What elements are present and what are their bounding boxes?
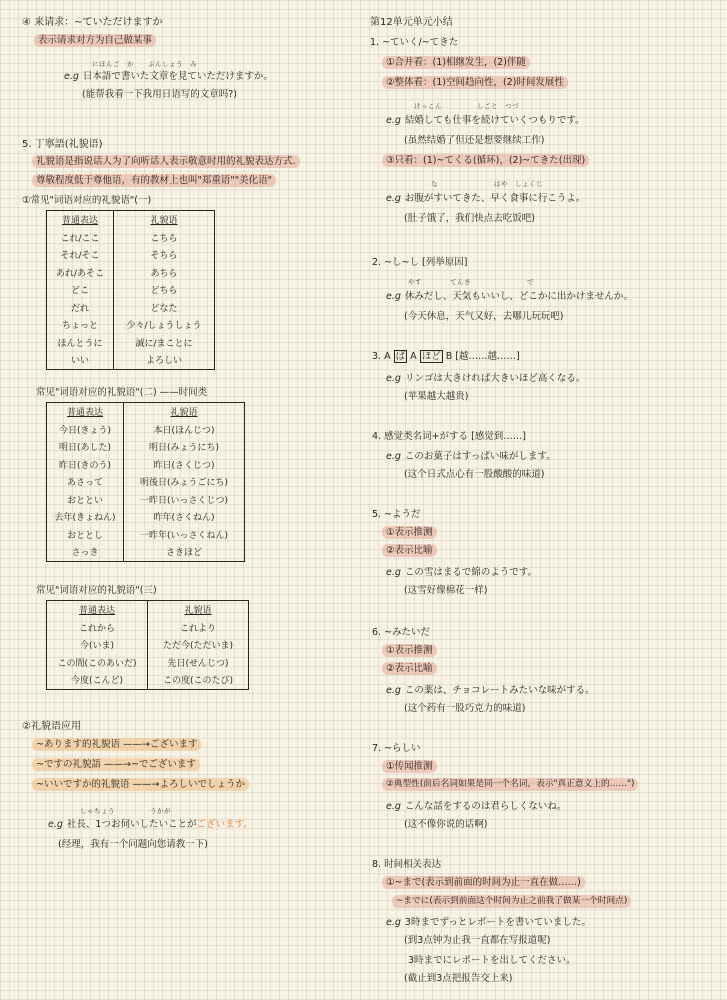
table-cell: 今(いま) [47,636,148,654]
s6-translation: (经理，我有一个问题向您请教一下) [58,839,208,850]
s5-highlight-2: 尊敬程度低于尊他语，有的教材上也叫"郑重语""美化语" [32,174,276,187]
table-cell: 明後日(みょうごにち) [124,473,245,491]
table-row [47,473,245,491]
r-s5-highlight-1: ①表示推测 [382,526,437,539]
table-row [47,229,215,247]
r-s5-highlight-2: ②表示比喻 [382,544,437,557]
table-cell: よろしい [114,351,215,369]
s6-example: 社長、1つお伺いしたいことが [66,819,197,830]
table-cell: それ/そこ [47,246,114,264]
eg-label: e.g [386,917,401,928]
table-row [47,438,245,456]
r-s3-part: A [410,351,417,362]
table-row [47,299,215,317]
table-cell: どこ [47,281,114,299]
eg-label: e.g [48,819,63,830]
table-cell: 去年(きょねん) [47,508,124,526]
r-s1-furigana-1: けっこん しごと つづ [414,102,519,110]
table-cell: 昨日(きのう) [47,456,124,474]
eg-label: e.g [386,451,401,462]
r-s2-furigana: やす てんき で [408,278,534,286]
table-cell: おととい [47,491,124,509]
table-row [47,654,249,672]
table-row [47,246,215,264]
honorific-table-2 [46,402,245,562]
table-row [47,316,215,334]
table-cell: 今日(きょう) [47,421,124,439]
eg-label: e.g [386,685,401,696]
r-s3-part: 3. A [372,351,391,362]
s5-subheading-2: 常见"词语对应的礼貌语"(二) ——时间类 [36,387,208,398]
r-s7-example: こんな話をするのは君らしくないね。 [404,801,567,812]
table-cell: ただ今(ただいま) [148,636,249,654]
r-s7-title: 7. ~らしい [372,743,421,754]
table-cell: こちら [114,229,215,247]
eg-label: e.g [386,801,401,812]
table-header: 礼貌语 [124,403,245,421]
r-s7-highlight-1: ①传闻推测 [382,760,437,773]
eg-label: e.g [386,115,401,126]
r-s1-highlight-3: ③只看：(1)~てくる(循环)，(2)~てきた(出现) [382,154,589,167]
table-cell: この度(このたび) [148,671,249,689]
table-cell: そちら [114,246,215,264]
table-row [47,456,245,474]
table-cell: 昨日(さくじつ) [124,456,245,474]
table-cell: 昨年(さくねん) [124,508,245,526]
s4-furigana: にほんご か ぶんしょう み [92,60,197,68]
table-row [47,543,245,561]
r-s8-title: 8. 时间相关表达 [372,859,442,870]
table-header: 普通表达 [47,403,124,421]
s5-title: 5. 丁寧語(礼貌语) [22,139,103,150]
summary-title: 第12单元单元小结 [370,17,453,28]
s4-title: ④ 来请求：~ていただけますか [22,17,163,28]
eg-label: e.g [386,193,401,204]
s6-line-2: ~ですの礼貌語 ——→~でございます [32,758,200,771]
table-cell: おととし [47,526,124,544]
table-row [47,508,245,526]
table-row [47,491,245,509]
s4-example: 日本語で書いた文章を見ていただけますか。 [82,71,273,82]
r-s3-box: ほど [421,351,441,362]
s6-example-highlight: ございます。 [196,819,253,830]
eg-label: e.g [386,291,401,302]
s6-title: ②礼貌语应用 [22,721,81,732]
table-cell: どなた [114,299,215,317]
r-s8-translation-2: (截止到3点把报告交上来) [404,973,513,984]
eg-label: e.g [386,567,401,578]
table-row [47,264,215,282]
s5-subheading-1: ①常见"词语对应的礼貌语"(一) [22,195,152,206]
table-row [47,421,245,439]
r-s3-title [372,350,520,363]
r-s1-title: 1. ~ていく/~てきた [370,37,459,48]
table-cell: ほんとうに [47,334,114,352]
table-row [47,619,249,637]
honorific-table-3 [46,600,249,690]
table-header: 普通表达 [47,601,148,619]
r-s8-example-2: 3時までにレポートを出してください。 [408,955,576,966]
table-cell: あれ/あそこ [47,264,114,282]
r-s1-example-1: 結婚しても仕事を続けていくつもりです。 [404,115,585,126]
r-s3-box: ば [395,351,406,362]
r-s5-title: 5. ~ようだ [372,509,421,520]
r-s1-translation-2: (肚子饿了，我们快点去吃饭吧) [404,213,535,224]
s6-line-3: ~いいですか的礼貌语 ——→よろしいでしょうか [32,778,249,791]
table-cell: 誠に/まことに [114,334,215,352]
table-cell: 少々/しょうしょう [114,316,215,334]
r-s3-example: リンゴは大きければ大きいほど高くなる。 [404,373,586,384]
table-cell: これ/ここ [47,229,114,247]
table-row [47,526,245,544]
table-row [47,636,249,654]
table-cell: さっき [47,543,124,561]
r-s5-translation: (这雪好像棉花一样) [404,585,488,596]
table-cell: ちょっと [47,316,114,334]
r-s8-highlight-1: ①~まで(表示到前面的时间为止一直在做……) [382,876,585,889]
table-cell: これから [47,619,148,637]
r-s1-example-2: お腹がすいてきた、早く食事に行こうよ。 [404,193,586,204]
table-cell: 明日(みょうにち) [124,438,245,456]
table-cell: さきほど [124,543,245,561]
table-cell: あさって [47,473,124,491]
table-header: 礼貌语 [148,601,249,619]
s4-translation: (能帮我看一下我用日语写的文章吗?) [82,89,237,100]
r-s2-title: 2. ~し~し [列举原因] [372,257,468,268]
table-cell: あちら [114,264,215,282]
s5-highlight-1: 礼貌语是指说话人为了向听话人表示敬意时用的礼貌表达方式. [32,155,300,168]
r-s6-title: 6. ~みたいだ [372,627,431,638]
table-header: 普通表达 [47,211,114,229]
table-header: 礼貌语 [114,211,215,229]
table-cell: どちら [114,281,215,299]
eg-label: e.g [64,71,79,82]
r-s8-highlight-2: ~までに(表示到前面这个时间为止之前我了做某一个时间点) [392,895,631,908]
table-cell: 一昨日(いっさくじつ) [124,491,245,509]
table-row [47,334,215,352]
table-cell: だれ [47,299,114,317]
table-cell: この間(このあいだ) [47,654,148,672]
r-s1-highlight-1: ①合并看：(1)相继发生，(2)伴随 [382,56,530,69]
r-s1-furigana-2: な はや しょくじ [424,180,543,188]
r-s3-part: B [越……越……] [445,351,520,362]
r-s6-highlight-1: ①表示推测 [382,644,437,657]
table-cell: 今度(こんど) [47,671,148,689]
table-cell: 明日(あした) [47,438,124,456]
r-s3-translation: (苹果越大越贵) [404,391,469,402]
s5-subheading-3: 常见"词语对应的礼貌语"(三) [36,585,157,596]
r-s4-translation: (这个日式点心有一股酸酸的味道) [404,469,545,480]
r-s6-translation: (这个药有一股巧克力的味道) [404,703,526,714]
r-s7-translation: (这不像你说的话啊) [404,819,488,830]
r-s6-example: この薬は、チョコレートみたいな味がする。 [404,685,595,696]
r-s8-example-1: 3時までずっとレポートを書いていました。 [404,917,591,928]
r-s8-translation-1: (到3点钟为止我一直都在写报道呢) [404,935,551,946]
r-s2-example: 休みだし、天気もいいし、どこかに出かけませんか。 [404,291,633,302]
table-row [47,281,215,299]
r-s6-highlight-2: ②表示比喻 [382,662,437,675]
table-cell: これより [148,619,249,637]
s6-line-1: ~あります的礼貌语 ——→ございます [32,738,201,751]
r-s4-example: このお菓子はすっぱい味がします。 [404,451,556,462]
s4-highlight: 表示请求对方为自己做某事 [34,34,156,47]
table-row [47,671,249,689]
r-s1-translation-1: (虽然结婚了但还是想要继续工作) [404,135,545,146]
table-cell: 一昨年(いっさくねん) [124,526,245,544]
table-cell: 先日(せんじつ) [148,654,249,672]
r-s4-title: 4. 感觉类名词+がする [感觉到……] [372,431,526,442]
r-s1-highlight-2: ②整体看：(1)空间趋向性，(2)时间发展性 [382,76,568,89]
r-s2-translation: (今天休息，天气又好，去哪儿玩玩吧) [404,311,564,322]
table-cell: いい [47,351,114,369]
s6-furigana: しゃちょう うかが [80,807,171,815]
table-cell: 本日(ほんじつ) [124,421,245,439]
eg-label: e.g [386,373,401,384]
honorific-table-1 [46,210,215,370]
r-s5-example: この雪はまるで綿のようです。 [404,567,538,578]
r-s7-highlight-2: ②典型性(前后名词如果是同一个名词，表示"真正意义上的……") [382,778,638,791]
table-row [47,351,215,369]
